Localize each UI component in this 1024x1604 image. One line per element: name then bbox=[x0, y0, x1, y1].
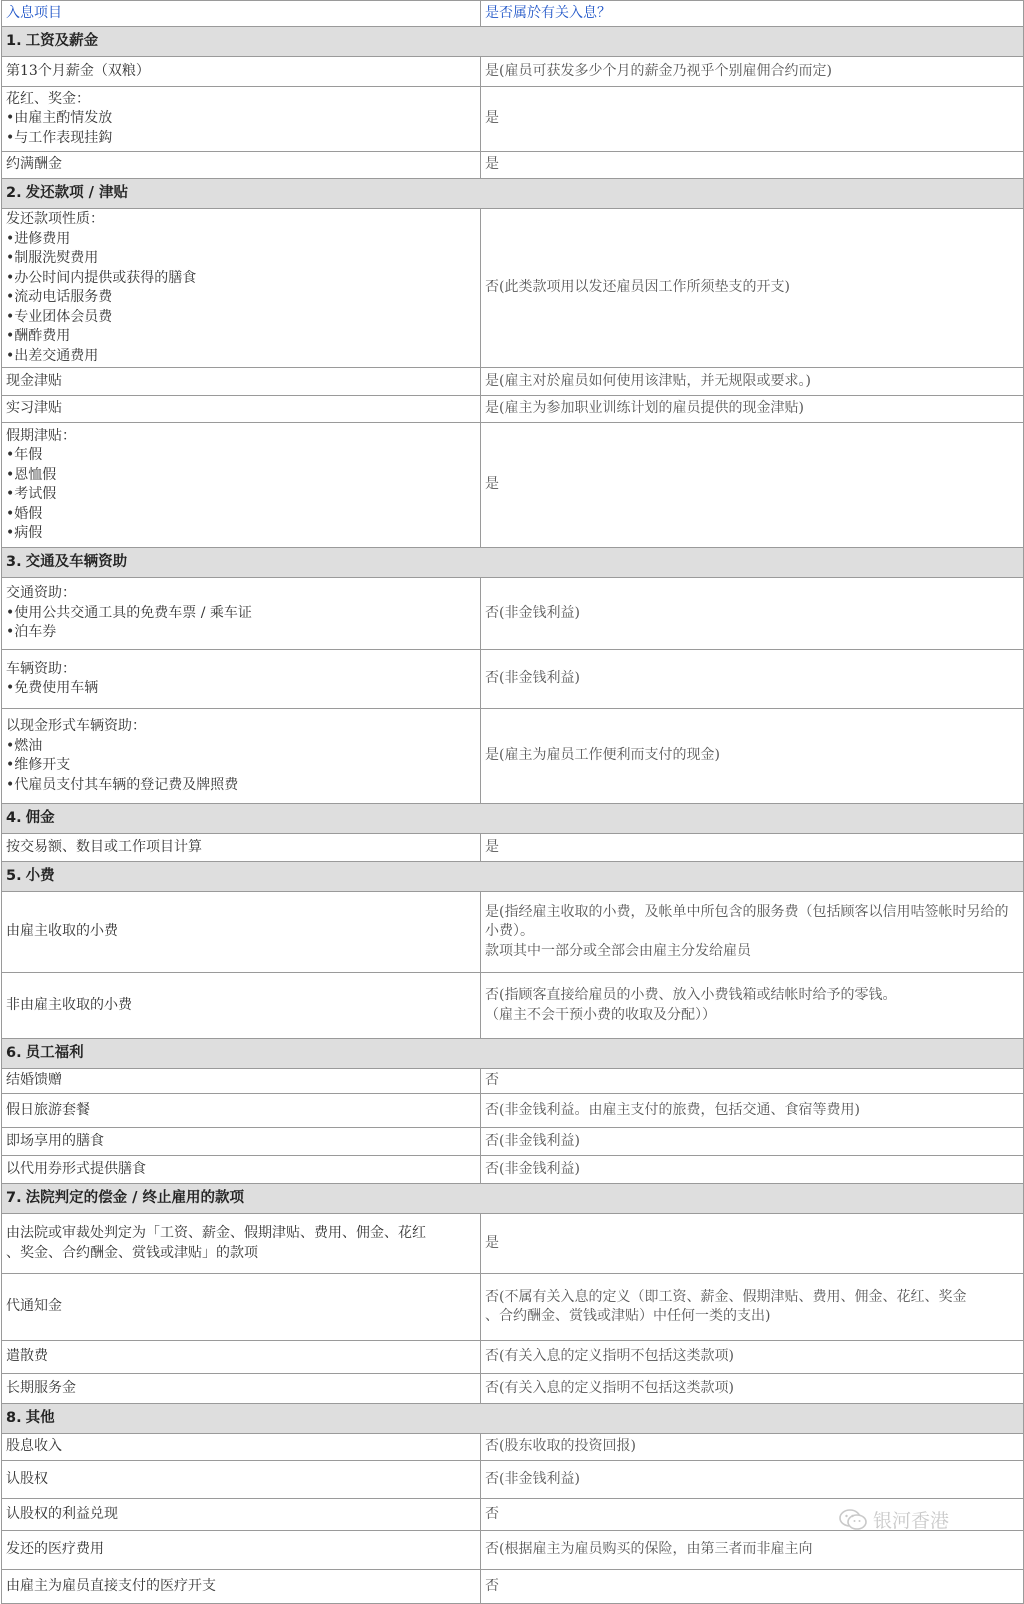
table-row bbox=[2, 709, 1024, 804]
is-income-text: 否(股东收取的投资回报) bbox=[485, 1438, 636, 1455]
income-item-cell bbox=[2, 1214, 481, 1274]
income-item-text: 车辆资助： bbox=[6, 660, 76, 677]
is-income-text: 否(非金钱利益) bbox=[485, 1470, 580, 1487]
table-row bbox=[2, 152, 1024, 179]
income-item-text: 发还的医疗费用 bbox=[6, 1541, 104, 1558]
is-income-cell bbox=[481, 709, 1024, 804]
is-income-cell bbox=[481, 87, 1024, 152]
income-item-text: 代通知金 bbox=[6, 1298, 62, 1315]
is-income-cell bbox=[481, 368, 1024, 396]
table-row bbox=[2, 1434, 1024, 1461]
income-item-cell bbox=[2, 1461, 481, 1499]
is-income-text: 款项其中一部分或全部会由雇主分发给雇员 bbox=[485, 942, 751, 959]
section-header-row bbox=[2, 548, 1024, 578]
table-row bbox=[2, 368, 1024, 396]
is-income-cell bbox=[481, 1531, 1024, 1570]
section-number: 7. bbox=[6, 1190, 22, 1207]
income-item-text: 遣散费 bbox=[6, 1348, 48, 1365]
is-income-text: （雇主不会干预小费的收取及分配）） bbox=[485, 1006, 716, 1023]
watermark-text: 银河香港 bbox=[873, 1510, 950, 1532]
income-item-text: 长期服务金 bbox=[6, 1379, 76, 1396]
income-item-cell bbox=[2, 1374, 481, 1404]
header-is-relevant-income: 是否属於有关入息？ bbox=[481, 1, 1024, 27]
is-income-cell bbox=[481, 834, 1024, 862]
income-item-text: 假日旅游套餐 bbox=[6, 1101, 90, 1118]
table-row bbox=[2, 1570, 1024, 1604]
table-header-row bbox=[2, 1, 1024, 27]
income-item-text: 认股权的利益兑现 bbox=[6, 1505, 118, 1522]
income-item-text: 实习津贴 bbox=[6, 400, 62, 417]
income-item-cell bbox=[2, 1128, 481, 1156]
table-row bbox=[2, 1374, 1024, 1404]
income-item-cell bbox=[2, 57, 481, 87]
section-number: 6. bbox=[6, 1045, 22, 1062]
section-number: 4. bbox=[6, 810, 22, 827]
income-item-cell bbox=[2, 1274, 481, 1341]
income-item-cell bbox=[2, 1531, 481, 1570]
section-title bbox=[2, 548, 1024, 578]
income-item-text: 股息收入 bbox=[6, 1438, 62, 1455]
table-row bbox=[2, 650, 1024, 709]
income-item-text: 结婚馈赠 bbox=[6, 1072, 62, 1089]
section-title-text: 小费 bbox=[25, 867, 55, 885]
income-item-text: 认股权 bbox=[6, 1470, 48, 1487]
is-income-cell bbox=[481, 1341, 1024, 1374]
is-income-cell bbox=[481, 209, 1024, 368]
table-row bbox=[2, 973, 1024, 1039]
table-row bbox=[2, 209, 1024, 368]
income-item-cell bbox=[2, 709, 481, 804]
section-title-text: 员工福利 bbox=[25, 1044, 84, 1062]
income-item-text: 按交易额、数目或工作项目计算 bbox=[6, 838, 202, 855]
is-income-cell bbox=[481, 1156, 1024, 1184]
is-income-text: 否 bbox=[485, 1577, 499, 1594]
income-item-text: •婚假 bbox=[6, 505, 43, 522]
is-income-cell bbox=[481, 1214, 1024, 1274]
income-item-text: 现金津贴 bbox=[6, 372, 62, 389]
income-item-text: 即场享用的膳食 bbox=[6, 1132, 104, 1149]
section-title-text: 工资及薪金 bbox=[25, 32, 99, 50]
income-table bbox=[1, 0, 1024, 1604]
is-income-cell bbox=[481, 1461, 1024, 1499]
header-income-item: 入息项目 bbox=[2, 1, 481, 27]
income-item-text: 发还款项性质： bbox=[6, 211, 104, 227]
is-income-cell bbox=[481, 973, 1024, 1039]
income-item-text: •年假 bbox=[6, 447, 43, 463]
income-item-text: 第13个月薪金（双粮） bbox=[6, 62, 150, 79]
section-number: 1. bbox=[6, 33, 22, 50]
income-item-text: •代雇员支付其车辆的登记费及牌照费 bbox=[6, 776, 239, 793]
section-title-text: 交通及车辆资助 bbox=[25, 553, 128, 571]
is-income-cell bbox=[481, 396, 1024, 423]
income-item-text: •维修开支 bbox=[6, 757, 71, 773]
table-row bbox=[2, 1128, 1024, 1156]
income-item-cell bbox=[2, 87, 481, 152]
is-income-cell bbox=[481, 1069, 1024, 1094]
income-item-text: •办公时间内提供或获得的膳食 bbox=[6, 269, 197, 286]
section-number: 5. bbox=[6, 868, 22, 885]
income-item-text: 约满酬金 bbox=[6, 156, 62, 173]
section-title bbox=[2, 27, 1024, 57]
is-income-cell bbox=[481, 57, 1024, 87]
income-item-text: •与工作表现挂鈎 bbox=[6, 129, 113, 146]
table-row bbox=[2, 1069, 1024, 1094]
income-item-text: •使用公共交通工具的免费车票 / 乘车证 bbox=[6, 604, 252, 621]
is-income-text: 否(非金钱利益) bbox=[485, 1132, 580, 1149]
income-item-cell bbox=[2, 892, 481, 973]
is-income-cell bbox=[481, 1374, 1024, 1404]
income-item-cell bbox=[2, 423, 481, 548]
section-header-row bbox=[2, 1039, 1024, 1069]
income-item-cell bbox=[2, 1094, 481, 1128]
income-item-text: •流动电话服务费 bbox=[6, 289, 113, 305]
income-item-text: •考试假 bbox=[6, 486, 57, 502]
income-item-text: •专业团体会员费 bbox=[6, 308, 113, 325]
is-income-text: 否(非金钱利益) bbox=[485, 604, 580, 621]
table-row bbox=[2, 1531, 1024, 1570]
table-row bbox=[2, 892, 1024, 973]
is-income-text: 否(此类款项用以发还雇员因工作所须垫支的开支) bbox=[485, 279, 790, 296]
income-item-text: •恩恤假 bbox=[6, 466, 57, 483]
section-header-row bbox=[2, 179, 1024, 209]
income-item-cell bbox=[2, 1499, 481, 1531]
income-item-cell bbox=[2, 396, 481, 423]
income-item-cell bbox=[2, 834, 481, 862]
income-item-text: •制服洗熨费用 bbox=[6, 250, 99, 266]
income-item-text: 假期津贴： bbox=[6, 427, 76, 444]
section-header-row bbox=[2, 862, 1024, 892]
income-item-text: •进修费用 bbox=[6, 230, 71, 247]
is-income-text: 是 bbox=[485, 476, 499, 493]
is-income-text: 否(非金钱利益。由雇主支付的旅费，包括交通、食宿等费用) bbox=[485, 1101, 860, 1118]
income-item-cell bbox=[2, 1570, 481, 1604]
wechat-icon bbox=[838, 1507, 868, 1533]
income-item-text: •免费使用车辆 bbox=[6, 680, 99, 696]
is-income-text: 否(有关入息的定义指明不包括这类款项) bbox=[485, 1348, 734, 1365]
income-item-text: 由雇主为雇员直接支付的医疗开支 bbox=[6, 1577, 216, 1594]
table-row bbox=[2, 423, 1024, 548]
income-item-text: •出差交通费用 bbox=[6, 347, 99, 364]
income-item-text: 交通资助： bbox=[6, 585, 76, 602]
is-income-cell bbox=[481, 578, 1024, 650]
is-income-cell bbox=[481, 1434, 1024, 1461]
table-row bbox=[2, 57, 1024, 87]
income-item-cell bbox=[2, 209, 481, 368]
table-row bbox=[2, 578, 1024, 650]
income-item-cell bbox=[2, 368, 481, 396]
watermark bbox=[838, 1506, 949, 1533]
section-header-row bbox=[2, 1184, 1024, 1214]
section-header-row bbox=[2, 27, 1024, 57]
is-income-text: 是(指经雇主收取的小费，及帐单中所包含的服务费（包括顾客以信用咭签帐时另给的小费）。 bbox=[485, 903, 1009, 940]
is-income-text: 是 bbox=[485, 110, 499, 127]
is-income-text: 是 bbox=[485, 156, 499, 173]
table-row bbox=[2, 1341, 1024, 1374]
is-income-cell bbox=[481, 1094, 1024, 1128]
section-header-row bbox=[2, 804, 1024, 834]
is-income-cell bbox=[481, 152, 1024, 179]
income-item-text: •泊车券 bbox=[6, 624, 57, 641]
income-item-text: 、奖金、合约酬金、赏钱或津贴」的款项 bbox=[6, 1244, 258, 1261]
section-title-text: 发还款项 / 津贴 bbox=[25, 184, 129, 202]
section-title bbox=[2, 1039, 1024, 1069]
income-item-cell bbox=[2, 1156, 481, 1184]
section-number: 3. bbox=[6, 554, 22, 571]
income-item-text: 以代用券形式提供膳食 bbox=[6, 1160, 146, 1177]
is-income-cell bbox=[481, 1128, 1024, 1156]
table-row bbox=[2, 1094, 1024, 1128]
income-item-cell bbox=[2, 152, 481, 179]
income-item-cell bbox=[2, 973, 481, 1039]
is-income-cell bbox=[481, 1570, 1024, 1604]
table-row bbox=[2, 396, 1024, 423]
is-income-text: 是(雇员可获发多少个月的薪金乃视乎个别雇佣合约而定) bbox=[485, 62, 832, 79]
is-income-text: 是 bbox=[485, 838, 499, 855]
income-item-text: 非由雇主收取的小费 bbox=[6, 996, 132, 1013]
section-title bbox=[2, 179, 1024, 209]
table-row bbox=[2, 1214, 1024, 1274]
is-income-text: 、合约酬金、赏钱或津贴）中任何一类的支出) bbox=[485, 1308, 771, 1324]
is-income-text: 否(非金钱利益) bbox=[485, 670, 580, 687]
table-row bbox=[2, 87, 1024, 152]
income-item-cell bbox=[2, 1434, 481, 1461]
income-item-cell bbox=[2, 1341, 481, 1374]
is-income-text: 否 bbox=[485, 1072, 499, 1089]
table-row bbox=[2, 1156, 1024, 1184]
income-item-text: •燃油 bbox=[6, 737, 43, 754]
is-income-text: 否(有关入息的定义指明不包括这类款项) bbox=[485, 1379, 734, 1396]
table-row bbox=[2, 834, 1024, 862]
income-item-text: •由雇主酌情发放 bbox=[6, 110, 113, 127]
income-item-text: 花红、奖金： bbox=[6, 90, 90, 107]
is-income-text: 否(指顾客直接给雇员的小费、放入小费钱箱或结帐时给予的零钱。 bbox=[485, 987, 897, 1003]
is-income-cell bbox=[481, 892, 1024, 973]
table-row bbox=[2, 1461, 1024, 1499]
is-income-text: 是(雇主为雇员工作便利而支付的现金) bbox=[485, 747, 720, 764]
income-item-text: 由法院或审裁处判定为「工资、薪金、假期津贴、费用、佣金、花红 bbox=[6, 1225, 426, 1241]
is-income-text: 是(雇主对於雇员如何使用该津贴，并无规限或要求。) bbox=[485, 372, 811, 389]
income-item-cell bbox=[2, 1069, 481, 1094]
section-header-row bbox=[2, 1404, 1024, 1434]
income-item-text: 由雇主收取的小费 bbox=[6, 923, 118, 940]
is-income-text: 否 bbox=[485, 1505, 499, 1522]
section-number: 2. bbox=[6, 185, 22, 202]
is-income-cell bbox=[481, 1274, 1024, 1341]
section-number: 8. bbox=[6, 1410, 22, 1427]
section-title bbox=[2, 1184, 1024, 1214]
section-title-text: 其他 bbox=[25, 1409, 55, 1427]
table-row bbox=[2, 1274, 1024, 1341]
is-income-text: 是 bbox=[485, 1234, 499, 1251]
is-income-text: 否(非金钱利益) bbox=[485, 1160, 580, 1177]
is-income-cell bbox=[481, 650, 1024, 709]
section-title bbox=[2, 862, 1024, 892]
income-item-text: •酬酢费用 bbox=[6, 328, 71, 344]
is-income-cell bbox=[481, 423, 1024, 548]
income-item-text: •病假 bbox=[6, 525, 43, 541]
section-title bbox=[2, 1404, 1024, 1434]
is-income-text: 否(根据雇主为雇员购买的保险，由第三者而非雇主向 bbox=[485, 1541, 813, 1558]
section-title bbox=[2, 804, 1024, 834]
section-title-text: 法院判定的偿金 / 终止雇用的款项 bbox=[25, 1189, 245, 1207]
income-item-cell bbox=[2, 650, 481, 709]
income-item-cell bbox=[2, 578, 481, 650]
income-item-text: 以现金形式车辆资助： bbox=[6, 718, 146, 734]
is-income-text: 否(不属有关入息的定义（即工资、薪金、假期津贴、费用、佣金、花红、奖金 bbox=[485, 1288, 967, 1305]
section-title-text: 佣金 bbox=[25, 809, 55, 827]
is-income-text: 是(雇主为参加职业训练计划的雇员提供的现金津贴) bbox=[485, 400, 804, 417]
